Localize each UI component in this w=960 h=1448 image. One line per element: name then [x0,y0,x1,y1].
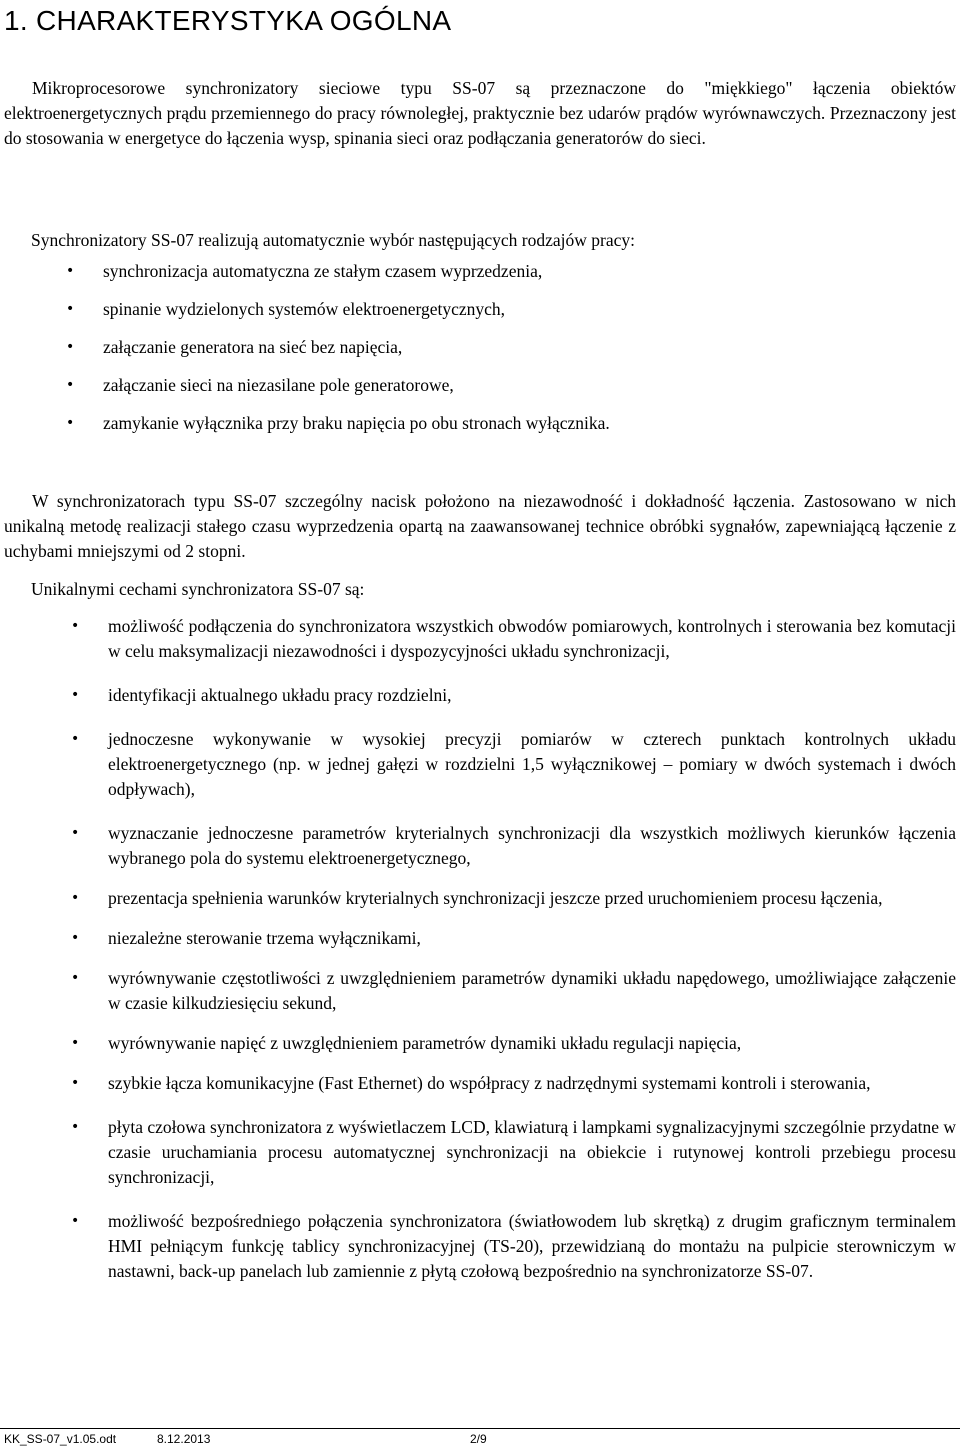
features-list [108,614,956,1299]
list-item: • szybkie łącza komunikacyjne (Fast Ethernet) do współpracy z nadrzędnymi systemami kontroli i sterowania, [108,1071,956,1096]
section-heading: 1. CHARAKTERYSTYKA OGÓLNA [4,5,452,36]
list-item: • załączanie generatora na sieć bez napięcia, [103,335,953,373]
intro-paragraph: Mikroprocesorowe synchronizatory sieciowe typu SS-07 są przeznaczone do "miękkiego" łączenia obiektów elektroenergetycznych prądu przemiennego do pracy równoległej, praktycznie bez udarów prądów wyrównawczych. Przeznaczony jest do stosowania w energetyce do łączenia wysp, spinania sieci oraz podłączania generatorów do sieci. [4,78,956,148]
list-item: • wyrównywanie częstotliwości z uwzględnieniem parametrów dynamiki układu napędowego, umożliwiające załączenie w czasie kilkudziesięciu sekund, [108,966,956,1016]
footer-date: 8.12.2013 [157,1432,211,1446]
list-item: • płyta czołowa synchronizatora z wyświetlaczem LCD, klawiaturą i lampkami sygnalizacyjnymi szczególnie przydatne w czasie uruchamiania procesu automatycznej synchronizacji na obiekcie i rutynowej kontroli przebiegu procesu synchronizacji, [108,1115,956,1190]
list-item: • wyrównywanie napięć z uwzględnieniem parametrów dynamiki układu regulacji napięcia, [108,1031,956,1056]
list-item: • jednoczesne wykonywanie w wysokiej precyzji pomiarów w czterech punktach kontrolnych układu elektroenergetycznego (np. w jednej gałęzi w rozdzielni 1,5 wyłącznikowej – pomiary w dwóch systemach i dwóch odpływach), [108,727,956,802]
footer-divider [0,1428,960,1429]
list-item: • załączanie sieci na niezasilane pole generatorowe, [103,373,953,411]
footer-filename: KK_SS-07_v1.05.odt [4,1432,117,1446]
list-item: • wyznaczanie jednoczesne parametrów kryterialnych synchronizacji dla wszystkich możliwych kierunków łączenia wybranego pola do systemu elektroenergetycznego, [108,821,956,871]
list-item: • identyfikacji aktualnego układu pracy rozdzielni, [108,683,956,708]
list-item: • synchronizacja automatyczna ze stałym czasem wyprzedzenia, [103,259,953,297]
list-item: • niezależne sterowanie trzema wyłącznikami, [108,926,956,951]
list-item: • spinanie wydzielonych systemów elektroenergetycznych, [103,297,953,335]
footer-page-number: 2/9 [470,1432,487,1446]
list-item: • możliwość bezpośredniego połączenia synchronizatora (światłowodem lub skrętką) z drugim graficznym terminalem HMI pełniącym funkcję tablicy synchronizacyjnej (TS-20), przewidzianą do montażu na pulpicie sterowniczym w nastawni, back-up panelach lub zamiennie z płytą czołową bezpośrednio na synchronizatorze SS-07. [108,1209,956,1284]
operating-modes-list [103,259,953,449]
precision-paragraph: W synchronizatorach typu SS-07 szczególny nacisk położono na niezawodność i dokładność łączenia. Zastosowano w nich unikalną metodę realizacji stałego czasu wyprzedzenia opartą na zaawansowanej technice obróbki sygnałów, zapewniającą łączenie z uchybami mniejszymi od 2 stopni. [4,491,956,561]
features-intro-paragraph: Unikalnymi cechami synchronizatora SS-07 są: [31,579,365,599]
list-item: • prezentacja spełnienia warunków kryterialnych synchronizacji jeszcze przed uruchomieniem procesu łączenia, [108,886,956,911]
list-item: • możliwość podłączenia do synchronizatora wszystkich obwodów pomiarowych, kontrolnych i sterowania bez komutacji w celu maksymalizacji niezawodności i dyspozycyjności układu synchronizacji, [108,614,956,664]
list-item: • zamykanie wyłącznika przy braku napięcia po obu stronach wyłącznika. [103,411,953,449]
modes-intro-paragraph: Synchronizatory SS-07 realizują automatycznie wybór następujących rodzajów pracy: [31,230,636,250]
